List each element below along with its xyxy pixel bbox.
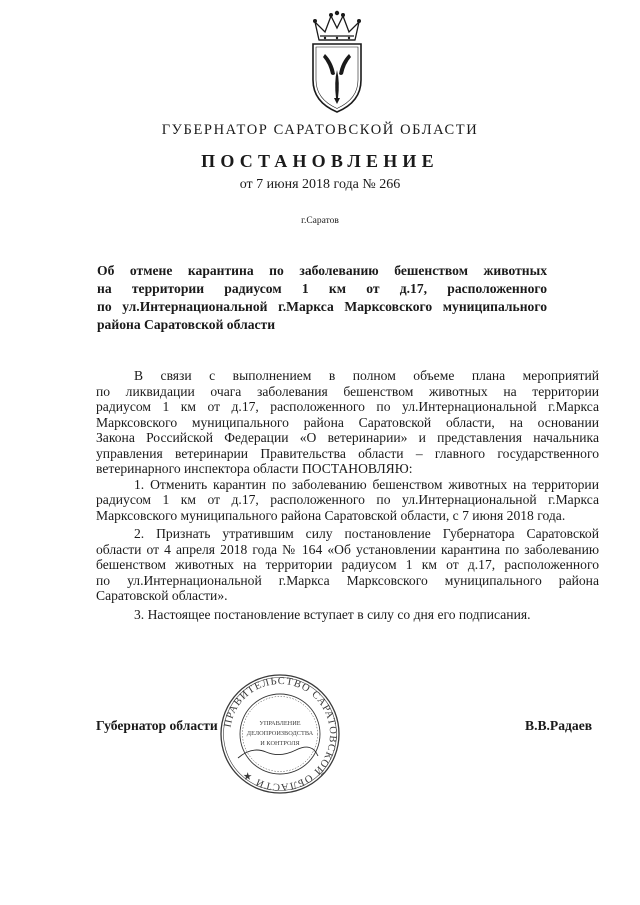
body-line: ветеринарного инспектора области ПОСТАНОВЛЯЮ: [96, 461, 413, 476]
body-line: Саратовской области». [96, 588, 228, 603]
coat-of-arms-emblem [303, 10, 371, 114]
title-line: района Саратовской области [97, 317, 276, 332]
document-title [97, 262, 547, 334]
body-line: Марксовского муниципального района Саратовской области, с 7 июня 2018 года. [96, 507, 566, 523]
body-line: радиусом 1 км от д.17, расположенного по ул.Интернациональной г.Маркса [96, 399, 599, 414]
signatory-position: Губернатор области [96, 718, 218, 733]
body-line: радиусом 1 км от д.17, расположенного по ул.Интернациональной г.Маркса [96, 492, 599, 507]
preamble-paragraph [96, 368, 599, 477]
svg-text:УПРАВЛЕНИЕ: УПРАВЛЕНИЕ [259, 720, 301, 727]
body-line: бешенством животных на территории радиусом 1 км от д.17, расположенного [96, 557, 599, 572]
body-line: по ул.Интернациональной г.Маркса Марксовского муниципального района [96, 572, 599, 588]
body-line: 3. Настоящее постановление вступает в силу со дня его подписания. [134, 606, 531, 622]
svg-text:И КОНТРОЛЯ: И КОНТРОЛЯ [260, 740, 300, 747]
title-line: по ул.Интернациональной г.Маркса Марксовского муниципального [97, 299, 547, 314]
signatory-name: В.В.Радаев [525, 718, 593, 733]
official-stamp [218, 672, 342, 796]
body-line: 1. Отменить карантин по заболеванию бешенством животных на территории [134, 476, 599, 492]
body-line: Закона Российской Федерации «О ветеринарии» и представления начальника [96, 430, 599, 445]
body-line: управления ветеринарии Правительства области – главного государственного [96, 445, 599, 461]
svg-text:ПРАВИТЕЛЬСТВО САРАТОВСКОЙ ОБЛА: ПРАВИТЕЛЬСТВО САРАТОВСКОЙ ОБЛАСТИ ★ [222, 675, 339, 793]
clause-2-paragraph [96, 526, 599, 604]
body-line: по ликвидации очага заболевания бешенством животных на территории [96, 383, 599, 399]
title-line: на территории радиусом 1 км от д.17, расположенного [97, 281, 547, 296]
issue-city: г.Саратов [301, 216, 339, 226]
clause-1-paragraph [96, 477, 599, 524]
body-line: 2. Признать утратившим силу постановление Губернатора Саратовской [134, 526, 599, 541]
document-type: ПОСТАНОВЛЕНИЕ [201, 151, 439, 171]
issuing-authority: ГУБЕРНАТОР САРАТОВСКОЙ ОБЛАСТИ [161, 122, 479, 138]
clause-3-paragraph [96, 607, 599, 623]
title-line: Об отмене карантина по заболеванию бешенством животных [97, 263, 547, 278]
body-line: В связи с выполнением в полном объеме плана мероприятий [134, 368, 599, 383]
body-line: области от 4 апреля 2018 года № 164 «Об установлении карантина по заболеванию [96, 541, 599, 557]
body-line: Марксовского муниципального района Саратовской области, на основании [96, 414, 599, 430]
svg-text:ДЕЛОПРОИЗВОДСТВА: ДЕЛОПРОИЗВОДСТВА [246, 730, 314, 737]
document-body [96, 368, 599, 622]
document-date-number: от 7 июня 2018 года № 266 [239, 177, 401, 192]
